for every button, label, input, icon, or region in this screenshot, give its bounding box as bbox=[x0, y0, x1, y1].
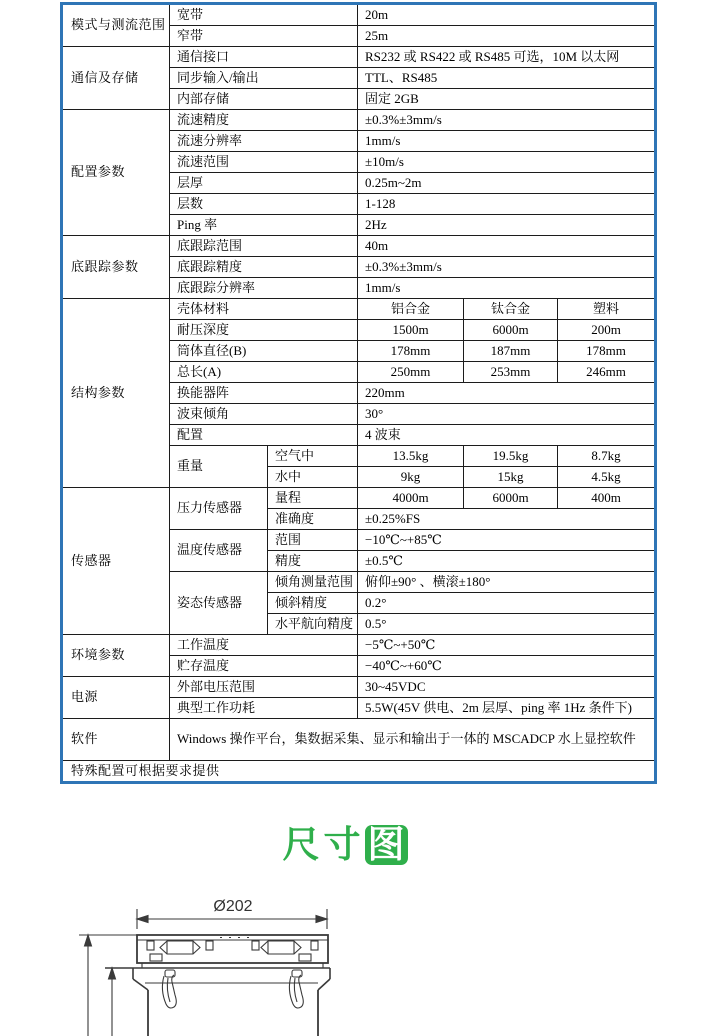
value-cell: −10℃~+85℃ bbox=[358, 530, 656, 551]
param-cell: 总长(A) bbox=[170, 362, 358, 383]
value-cell: ±0.3%±3mm/s bbox=[358, 257, 656, 278]
param-cell: 波束倾角 bbox=[170, 404, 358, 425]
height-arrow-outer bbox=[85, 935, 92, 946]
param-cell: 内部存储 bbox=[170, 89, 358, 110]
value-cell: 1-128 bbox=[358, 194, 656, 215]
latch-right bbox=[289, 970, 303, 1008]
category-config-params: 配置参数 bbox=[62, 110, 170, 236]
category-software: 软件 bbox=[62, 719, 170, 761]
value-cell: 253mm bbox=[464, 362, 558, 383]
value-cell: 6000m bbox=[464, 488, 558, 509]
value-cell: 178mm bbox=[358, 341, 464, 362]
param-pressure-sensor: 压力传感器 bbox=[170, 488, 268, 530]
value-cell: 0.5° bbox=[358, 614, 656, 635]
value-cell: 246mm bbox=[558, 362, 656, 383]
param-cell: 配置 bbox=[170, 425, 358, 446]
value-cell: 250mm bbox=[358, 362, 464, 383]
subparam-cell: 空气中 bbox=[268, 446, 358, 467]
transducer-left bbox=[147, 941, 213, 961]
value-cell: 钛合金 bbox=[464, 299, 558, 320]
param-attitude-sensor: 姿态传感器 bbox=[170, 572, 268, 635]
value-cell: 30° bbox=[358, 404, 656, 425]
value-cell: 20m bbox=[358, 4, 656, 26]
param-cell: 筒体直径(B) bbox=[170, 341, 358, 362]
param-cell: 底跟踪分辨率 bbox=[170, 278, 358, 299]
dimension-drawing bbox=[60, 878, 360, 1036]
value-cell: RS232 或 RS422 或 RS485 可选，10M 以太网 bbox=[358, 47, 656, 68]
value-cell: 2Hz bbox=[358, 215, 656, 236]
value-cell: 13.5kg bbox=[358, 446, 464, 467]
value-cell: ±0.25%FS bbox=[358, 509, 656, 530]
category-mode-range: 模式与测流范围 bbox=[62, 4, 170, 47]
param-cell: 壳体材料 bbox=[170, 299, 358, 320]
value-cell: 19.5kg bbox=[464, 446, 558, 467]
latch-left bbox=[162, 970, 176, 1008]
param-cell: 典型工作功耗 bbox=[170, 698, 358, 719]
value-cell: 固定 2GB bbox=[358, 89, 656, 110]
transducer-right bbox=[252, 941, 318, 961]
value-cell: 5.5W(45V 供电、2m 层厚、ping 率 1Hz 条件下) bbox=[358, 698, 656, 719]
value-cell: 塑料 bbox=[558, 299, 656, 320]
subparam-cell: 倾斜精度 bbox=[268, 593, 358, 614]
value-cell: 8.7kg bbox=[558, 446, 656, 467]
value-cell: 1mm/s bbox=[358, 131, 656, 152]
value-cell: 200m bbox=[558, 320, 656, 341]
value-cell: 俯仰±90° 、横滚±180° bbox=[358, 572, 656, 593]
param-cell: 流速精度 bbox=[170, 110, 358, 131]
height-arrow-inner bbox=[109, 968, 116, 979]
value-cell: 220mm bbox=[358, 383, 656, 404]
value-cell: −40℃~+60℃ bbox=[358, 656, 656, 677]
value-cell: 铝合金 bbox=[358, 299, 464, 320]
value-cell: −5℃~+50℃ bbox=[358, 635, 656, 656]
param-cell: 通信接口 bbox=[170, 47, 358, 68]
special-config-note: 特殊配置可根据要求提供 bbox=[62, 761, 656, 783]
category-sensors: 传感器 bbox=[62, 488, 170, 635]
param-cell: 同步输入/输出 bbox=[170, 68, 358, 89]
value-cell: 25m bbox=[358, 26, 656, 47]
value-cell: 0.2° bbox=[358, 593, 656, 614]
value-cell: 6000m bbox=[464, 320, 558, 341]
subparam-cell: 倾角测量范围 bbox=[268, 572, 358, 593]
value-cell: ±10m/s bbox=[358, 152, 656, 173]
value-cell: 187mm bbox=[464, 341, 558, 362]
category-bottom-track: 底跟踪参数 bbox=[62, 236, 170, 299]
value-cell: 178mm bbox=[558, 341, 656, 362]
value-cell: ±0.3%±3mm/s bbox=[358, 110, 656, 131]
param-cell: 耐压深度 bbox=[170, 320, 358, 341]
value-cell: ±0.5℃ bbox=[358, 551, 656, 572]
param-weight: 重量 bbox=[170, 446, 268, 488]
category-power: 电源 bbox=[62, 677, 170, 719]
param-cell: 底跟踪精度 bbox=[170, 257, 358, 278]
value-cell: 4000m bbox=[358, 488, 464, 509]
dimension-diagram-title bbox=[0, 814, 690, 868]
category-environment: 环境参数 bbox=[62, 635, 170, 677]
param-cell: 外部电压范围 bbox=[170, 677, 358, 698]
value-cell: 40m bbox=[358, 236, 656, 257]
value-software: Windows 操作平台，集数据采集、显示和输出于一体的 MSCADCP 水上显控软件 bbox=[170, 719, 656, 761]
param-cell: 换能器阵 bbox=[170, 383, 358, 404]
category-structure: 结构参数 bbox=[62, 299, 170, 488]
category-comm-storage: 通信及存储 bbox=[62, 47, 170, 110]
param-temp-sensor: 温度传感器 bbox=[170, 530, 268, 572]
dimension-arrow-right bbox=[316, 916, 327, 923]
specification-table bbox=[60, 2, 657, 784]
subparam-cell: 量程 bbox=[268, 488, 358, 509]
param-cell: 流速分辨率 bbox=[170, 131, 358, 152]
value-cell: 15kg bbox=[464, 467, 558, 488]
dimension-title-text: 尺寸 bbox=[282, 824, 365, 865]
value-cell: 1mm/s bbox=[358, 278, 656, 299]
param-cell: 层厚 bbox=[170, 173, 358, 194]
param-cell: 工作温度 bbox=[170, 635, 358, 656]
param-cell: 底跟踪范围 bbox=[170, 236, 358, 257]
dimension-arrow-left bbox=[137, 916, 148, 923]
param-cell: 流速范围 bbox=[170, 152, 358, 173]
subparam-cell: 精度 bbox=[268, 551, 358, 572]
value-cell: 0.25m~2m bbox=[358, 173, 656, 194]
param-cell: 宽带 bbox=[170, 4, 358, 26]
value-cell: 9kg bbox=[358, 467, 464, 488]
param-cell: 层数 bbox=[170, 194, 358, 215]
param-cell: Ping 率 bbox=[170, 215, 358, 236]
diameter-dimension-label: Ø202 bbox=[213, 898, 253, 915]
value-cell: TTL、RS485 bbox=[358, 68, 656, 89]
param-cell: 窄带 bbox=[170, 26, 358, 47]
dimension-title-boxed-char: 图 bbox=[365, 825, 408, 865]
subparam-cell: 水中 bbox=[268, 467, 358, 488]
value-cell: 400m bbox=[558, 488, 656, 509]
value-cell: 1500m bbox=[358, 320, 464, 341]
subparam-cell: 水平航向精度 bbox=[268, 614, 358, 635]
value-cell: 4.5kg bbox=[558, 467, 656, 488]
subparam-cell: 范围 bbox=[268, 530, 358, 551]
param-cell: 贮存温度 bbox=[170, 656, 358, 677]
subparam-cell: 准确度 bbox=[268, 509, 358, 530]
value-cell: 30~45VDC bbox=[358, 677, 656, 698]
value-cell: 4 波束 bbox=[358, 425, 656, 446]
